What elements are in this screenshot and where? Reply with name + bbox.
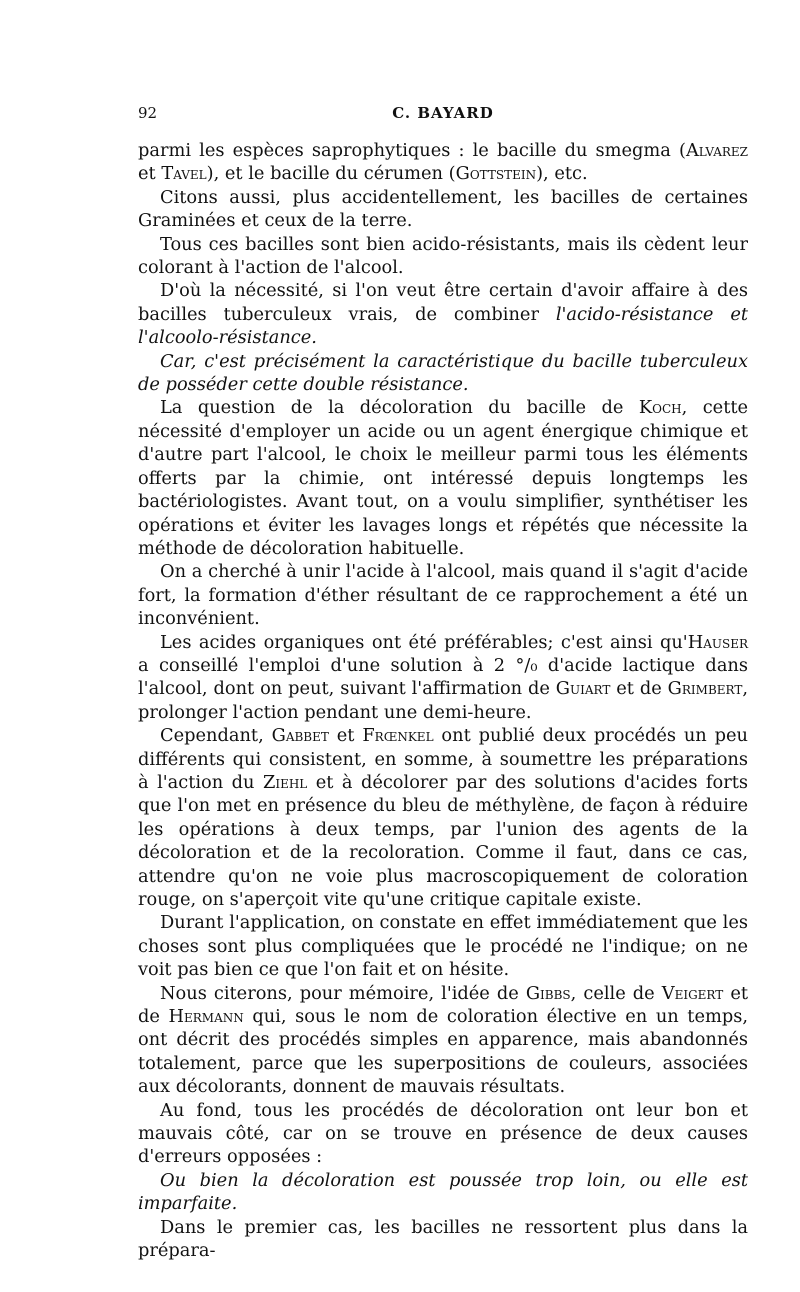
author-name: Guiart bbox=[555, 678, 611, 700]
author-name: Veigert bbox=[661, 982, 724, 1004]
author-name: Koch bbox=[638, 397, 682, 419]
emphasis: l'acido-résistance et l'alcoolo-résistance. bbox=[138, 303, 748, 349]
paragraph-14: Dans le premier cas, les bacilles ne ressortent plus dans la prépara- bbox=[138, 1216, 748, 1262]
author-name: Frœnkel bbox=[362, 725, 434, 747]
running-title: C. BAYARD bbox=[392, 104, 494, 122]
paragraph-9: Cependant, Gabbet et Frœnkel ont publié deux procédés un peu différents qui consistent, en somme, à soumettre les préparations à l'action du Ziehl et à décolorer par des solutions d'acides forts que l'on met en présence du bleu de méthylène, de façon à réduire les opérations à deux temps, par l'union des agents de la décoloration et de la recoloration. Comme il faut, dans ce cas, attendre qu'on ne voie plus macroscopiquement de coloration rouge, on s'aperçoit vite qu'une critique capitale existe. bbox=[138, 725, 748, 910]
author-name: Gibbs bbox=[525, 982, 571, 1004]
paragraph-5: Car, c'est précisément la caractéristique du bacille tuberculeux de posséder cette double résistance. bbox=[138, 350, 748, 396]
page-number: 92 bbox=[138, 104, 158, 122]
author-name: Tavel bbox=[161, 163, 207, 185]
paragraph-4: D'où la nécessité, si l'on veut être certain d'avoir affaire à des bacilles tuberculeux vrais, de combiner l'acido-résistance et l'alcoolo-résistance. bbox=[138, 280, 748, 349]
paragraph-10: Durant l'application, on constate en effet immédiatement que les choses sont plus compliquées que le procédé ne l'indique; on ne voit pas bien ce que l'on fait et on hésite. bbox=[138, 912, 748, 981]
author-name: Hermann bbox=[168, 1006, 244, 1028]
document-page bbox=[138, 0, 748, 1292]
paragraph-11: Nous citerons, pour mémoire, l'idée de Gibbs, celle de Veigert et de Hermann qui, sous le nom de coloration élective en un temps, ont décrit des procédés simples en apparence, mais abandonnés totalement, parce que les superpositions de couleurs, associées aux décolorants, donnent de mauvais résultats. bbox=[138, 982, 748, 1098]
paragraph-3: Tous ces bacilles sont bien acido-résistants, mais ils cèdent leur colorant à l'action de l'alcool. bbox=[138, 233, 748, 279]
paragraph-2: Citons aussi, plus accidentellement, les bacilles de certaines Graminées et ceux de la terre. bbox=[138, 186, 748, 232]
paragraph-12: Au fond, tous les procédés de décoloration ont leur bon et mauvais côté, car on se trouve en présence de deux causes d'erreurs opposées : bbox=[138, 1099, 748, 1168]
paragraph-7: On a cherché à unir l'acide à l'alcool, mais quand il s'agit d'acide fort, la formation d'éther résultant de ce rapprochement a été un inconvénient. bbox=[138, 561, 748, 630]
author-name: Gabbet bbox=[271, 725, 329, 747]
paragraph-8: Les acides organiques ont été préférables; c'est ainsi qu'Hauser a conseillé l'emploi d'une solution à 2 °/₀ d'acide lactique dans l'alcool, dont on peut, suivant l'affirmation de Guiart et de Grimbert, prolonger l'action pendant une demi-heure. bbox=[138, 631, 749, 723]
author-name: Alvarez bbox=[685, 140, 748, 161]
author-name: Grimbert bbox=[667, 678, 743, 700]
page-header bbox=[138, 104, 748, 128]
author-name: Hauser bbox=[687, 631, 748, 653]
author-name: Gottstein bbox=[455, 163, 537, 185]
paragraph-1: parmi les espèces saprophytiques : le bacille du smegma (Alvarez et Tavel), et le bacille du cérumen (Gottstein), etc. bbox=[138, 140, 748, 185]
paragraph-13: Ou bien la décoloration est poussée trop loin, ou elle est imparfaite. bbox=[138, 1169, 748, 1215]
paragraph-6: La question de la décoloration du bacille de Koch, cette nécessité d'employer un acide ou un agent énergique chimique et d'autre part l'alcool, le choix le meilleur parmi tous les éléments offerts par la chimie, ont intéressé depuis longtemps les bactériologistes. Avant tout, on a voulu simplifier, synthétiser les opérations et éviter les lavages longs et répétés que nécessite la méthode de décoloration habituelle. bbox=[138, 397, 749, 559]
author-name: Ziehl bbox=[262, 771, 308, 793]
body-text bbox=[138, 139, 748, 1263]
